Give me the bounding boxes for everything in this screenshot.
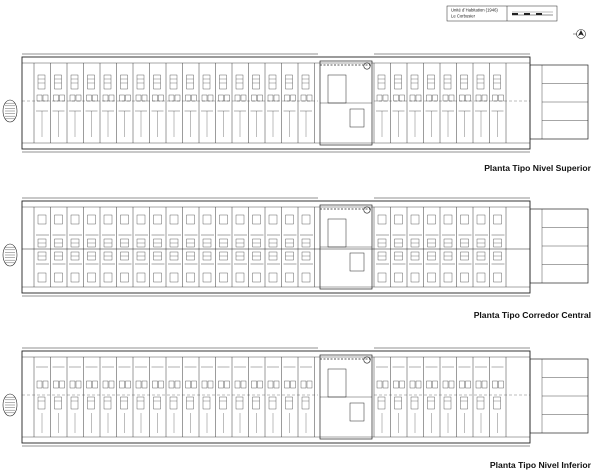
fixture [170,215,178,224]
lift-circle [364,207,370,213]
fixture [427,381,432,388]
kitchen-unit [236,75,243,89]
fixture [477,215,485,224]
fixture [443,381,448,388]
fixture [225,95,230,101]
fixture [377,381,382,388]
fixture [235,381,240,388]
fixture [236,215,244,224]
fixture [499,95,504,101]
fixture [136,95,141,101]
fixture [54,381,59,388]
kitchen-unit [38,397,45,409]
fixture [378,273,386,282]
kitchen-unit [302,397,309,409]
fixture [43,381,48,388]
kitchen-unit [170,397,177,409]
fixture [137,215,145,224]
fixture [443,95,448,101]
kitchen-unit [104,397,111,409]
fixture [466,95,471,101]
caption-nivel-inferior: Planta Tipo Nivel Inferior [489,460,591,470]
fixture [159,381,164,388]
kitchen-unit [203,75,210,89]
fixture [377,95,382,101]
fixture [493,381,498,388]
fixture [444,215,452,224]
fixture [493,95,498,101]
fixture [236,273,244,282]
fixture [411,273,419,282]
kitchen-unit [154,75,161,89]
fixture [159,95,164,101]
north-arrow-icon [573,30,586,39]
fixture [241,95,246,101]
kitchen-unit [187,397,194,409]
fixture [461,215,469,224]
fixture [291,95,296,101]
fixture [120,381,125,388]
plan-nivel-superior [3,54,588,152]
kitchen-unit [137,397,144,409]
core-room [350,109,364,127]
fixture [203,273,211,282]
fixture [153,381,158,388]
fixture [126,381,131,388]
fixture [192,381,197,388]
kitchen-unit [444,397,451,409]
fixture [499,381,504,388]
fixture [269,273,277,282]
building-outline [22,57,530,149]
fixture [258,381,263,388]
fixture [70,95,75,101]
fixture [225,381,230,388]
fixture [169,381,174,388]
fixture [269,215,277,224]
fixture [38,273,46,282]
kitchen-unit [444,75,451,89]
fixture [476,95,481,101]
fixture [71,215,79,224]
fixture [186,95,191,101]
fixture [285,95,290,101]
kitchen-unit [137,75,144,89]
fixture [449,95,454,101]
core-room [328,219,346,247]
fixture [433,381,438,388]
fixture [208,381,213,388]
fixture [395,273,403,282]
core-room [350,403,364,421]
kitchen-unit [428,75,435,89]
fixture [307,381,312,388]
kitchen-unit [55,75,62,89]
kitchen-unit [428,397,435,409]
plan-nivel-inferior [3,348,588,446]
fixture [241,381,246,388]
fixture [43,95,48,101]
fixture [60,95,65,101]
fixture [286,273,294,282]
fixture [153,95,158,101]
fixture [482,95,487,101]
kitchen-unit [121,75,128,89]
plan-corredor-central [3,198,588,296]
lift-circle [364,63,370,69]
kitchen-unit [477,397,484,409]
fixture [400,95,405,101]
fixture [274,95,279,101]
fixture [55,215,63,224]
fixture [93,381,98,388]
kitchen-unit [121,397,128,409]
fixture [120,95,125,101]
fixture [186,381,191,388]
kitchen-unit [236,397,243,409]
kitchen-unit [378,397,385,409]
lift-circle [364,357,370,363]
fixture [444,273,452,282]
kitchen-unit [395,397,402,409]
fixture [76,381,81,388]
kitchen-unit [302,75,309,89]
fixture [37,95,42,101]
fixture [410,95,415,101]
kitchen-unit [477,75,484,89]
fixture [187,215,195,224]
fixture [268,95,273,101]
kitchen-unit [88,75,95,89]
fixture [235,95,240,101]
fixture [411,215,419,224]
fixture [175,381,180,388]
fixture [70,381,75,388]
title-line-1: Unité d´Habitation (1946) [451,7,498,13]
kitchen-unit [253,397,260,409]
fixture [252,95,257,101]
fixture [274,381,279,388]
kitchen-unit [286,75,293,89]
fixture [219,381,224,388]
fixture [494,273,502,282]
fixture [428,215,436,224]
kitchen-unit [154,397,161,409]
fixture [187,273,195,282]
fixture [88,273,96,282]
fixture [383,95,388,101]
fixture [76,95,81,101]
fixture [253,273,261,282]
fixture [202,381,207,388]
core-room [328,75,346,103]
fixture [37,381,42,388]
kitchen-unit [104,75,111,89]
kitchen-unit [411,397,418,409]
kitchen-unit [203,397,210,409]
fixture [208,95,213,101]
fixture [109,381,114,388]
kitchen-unit [461,397,468,409]
fixture [55,273,63,282]
fixture [38,215,46,224]
fixture [175,95,180,101]
kitchen-unit [71,75,78,89]
fixture [103,381,108,388]
scale-bar [512,12,553,15]
fixture [192,95,197,101]
fixture [258,95,263,101]
fixture [268,381,273,388]
fixture [142,95,147,101]
fixture [121,215,129,224]
fixture [477,273,485,282]
fixture [87,95,92,101]
kitchen-unit [461,75,468,89]
fixture [433,95,438,101]
fixture [307,95,312,101]
fixture [461,273,469,282]
fixture [220,273,228,282]
fixture [137,273,145,282]
fixture [291,381,296,388]
kitchen-unit [88,397,95,409]
fixture [126,95,131,101]
fixture [460,95,465,101]
fixture [286,215,294,224]
fixture [301,95,306,101]
kitchen-unit [187,75,194,89]
fixture [302,215,310,224]
kitchen-unit [220,75,227,89]
kitchen-unit [494,75,501,89]
fixture [136,381,141,388]
fixture [109,95,114,101]
fixture [428,273,436,282]
fixture [203,215,211,224]
kitchen-unit [71,397,78,409]
fixture [285,381,290,388]
fixture [460,381,465,388]
kitchen-unit [55,397,62,409]
fixture [494,215,502,224]
fixture [93,95,98,101]
fixture [302,273,310,282]
fixture [219,95,224,101]
fixture [87,381,92,388]
kitchen-unit [494,397,501,409]
fixture [71,273,79,282]
fixture [394,381,399,388]
fixture [154,215,162,224]
fixture [427,95,432,101]
fixture [220,215,228,224]
fixture [103,95,108,101]
fixture [104,215,112,224]
fixture [383,381,388,388]
title-line-2: Le Corbusier [451,13,475,19]
fixture [449,381,454,388]
fixture [476,381,481,388]
kitchen-unit [269,75,276,89]
kitchen-unit [378,75,385,89]
core-room [328,369,346,397]
fixture [170,273,178,282]
fixture [482,381,487,388]
fixture [378,215,386,224]
kitchen-unit [220,397,227,409]
fixture [154,273,162,282]
fixture [400,381,405,388]
fixture [410,381,415,388]
fixture [121,273,129,282]
kitchen-unit [269,397,276,409]
fixture [54,95,59,101]
kitchen-unit [286,397,293,409]
kitchen-unit [38,75,45,89]
caption-corredor-central: Planta Tipo Corredor Central [473,310,591,320]
fixture [104,273,112,282]
fixture [60,381,65,388]
kitchen-unit [395,75,402,89]
fixture [416,95,421,101]
fixture [253,215,261,224]
fixture [416,381,421,388]
fixture [395,215,403,224]
caption-nivel-superior: Planta Tipo Nivel Superior [484,163,591,173]
fixture [466,381,471,388]
fixture [252,381,257,388]
kitchen-unit [253,75,260,89]
fixture [202,95,207,101]
fixture [301,381,306,388]
fixture [142,381,147,388]
kitchen-unit [411,75,418,89]
kitchen-unit [170,75,177,89]
fixture [394,95,399,101]
fixture [169,95,174,101]
title-block [447,6,557,21]
core-room [350,253,364,271]
fixture [88,215,96,224]
